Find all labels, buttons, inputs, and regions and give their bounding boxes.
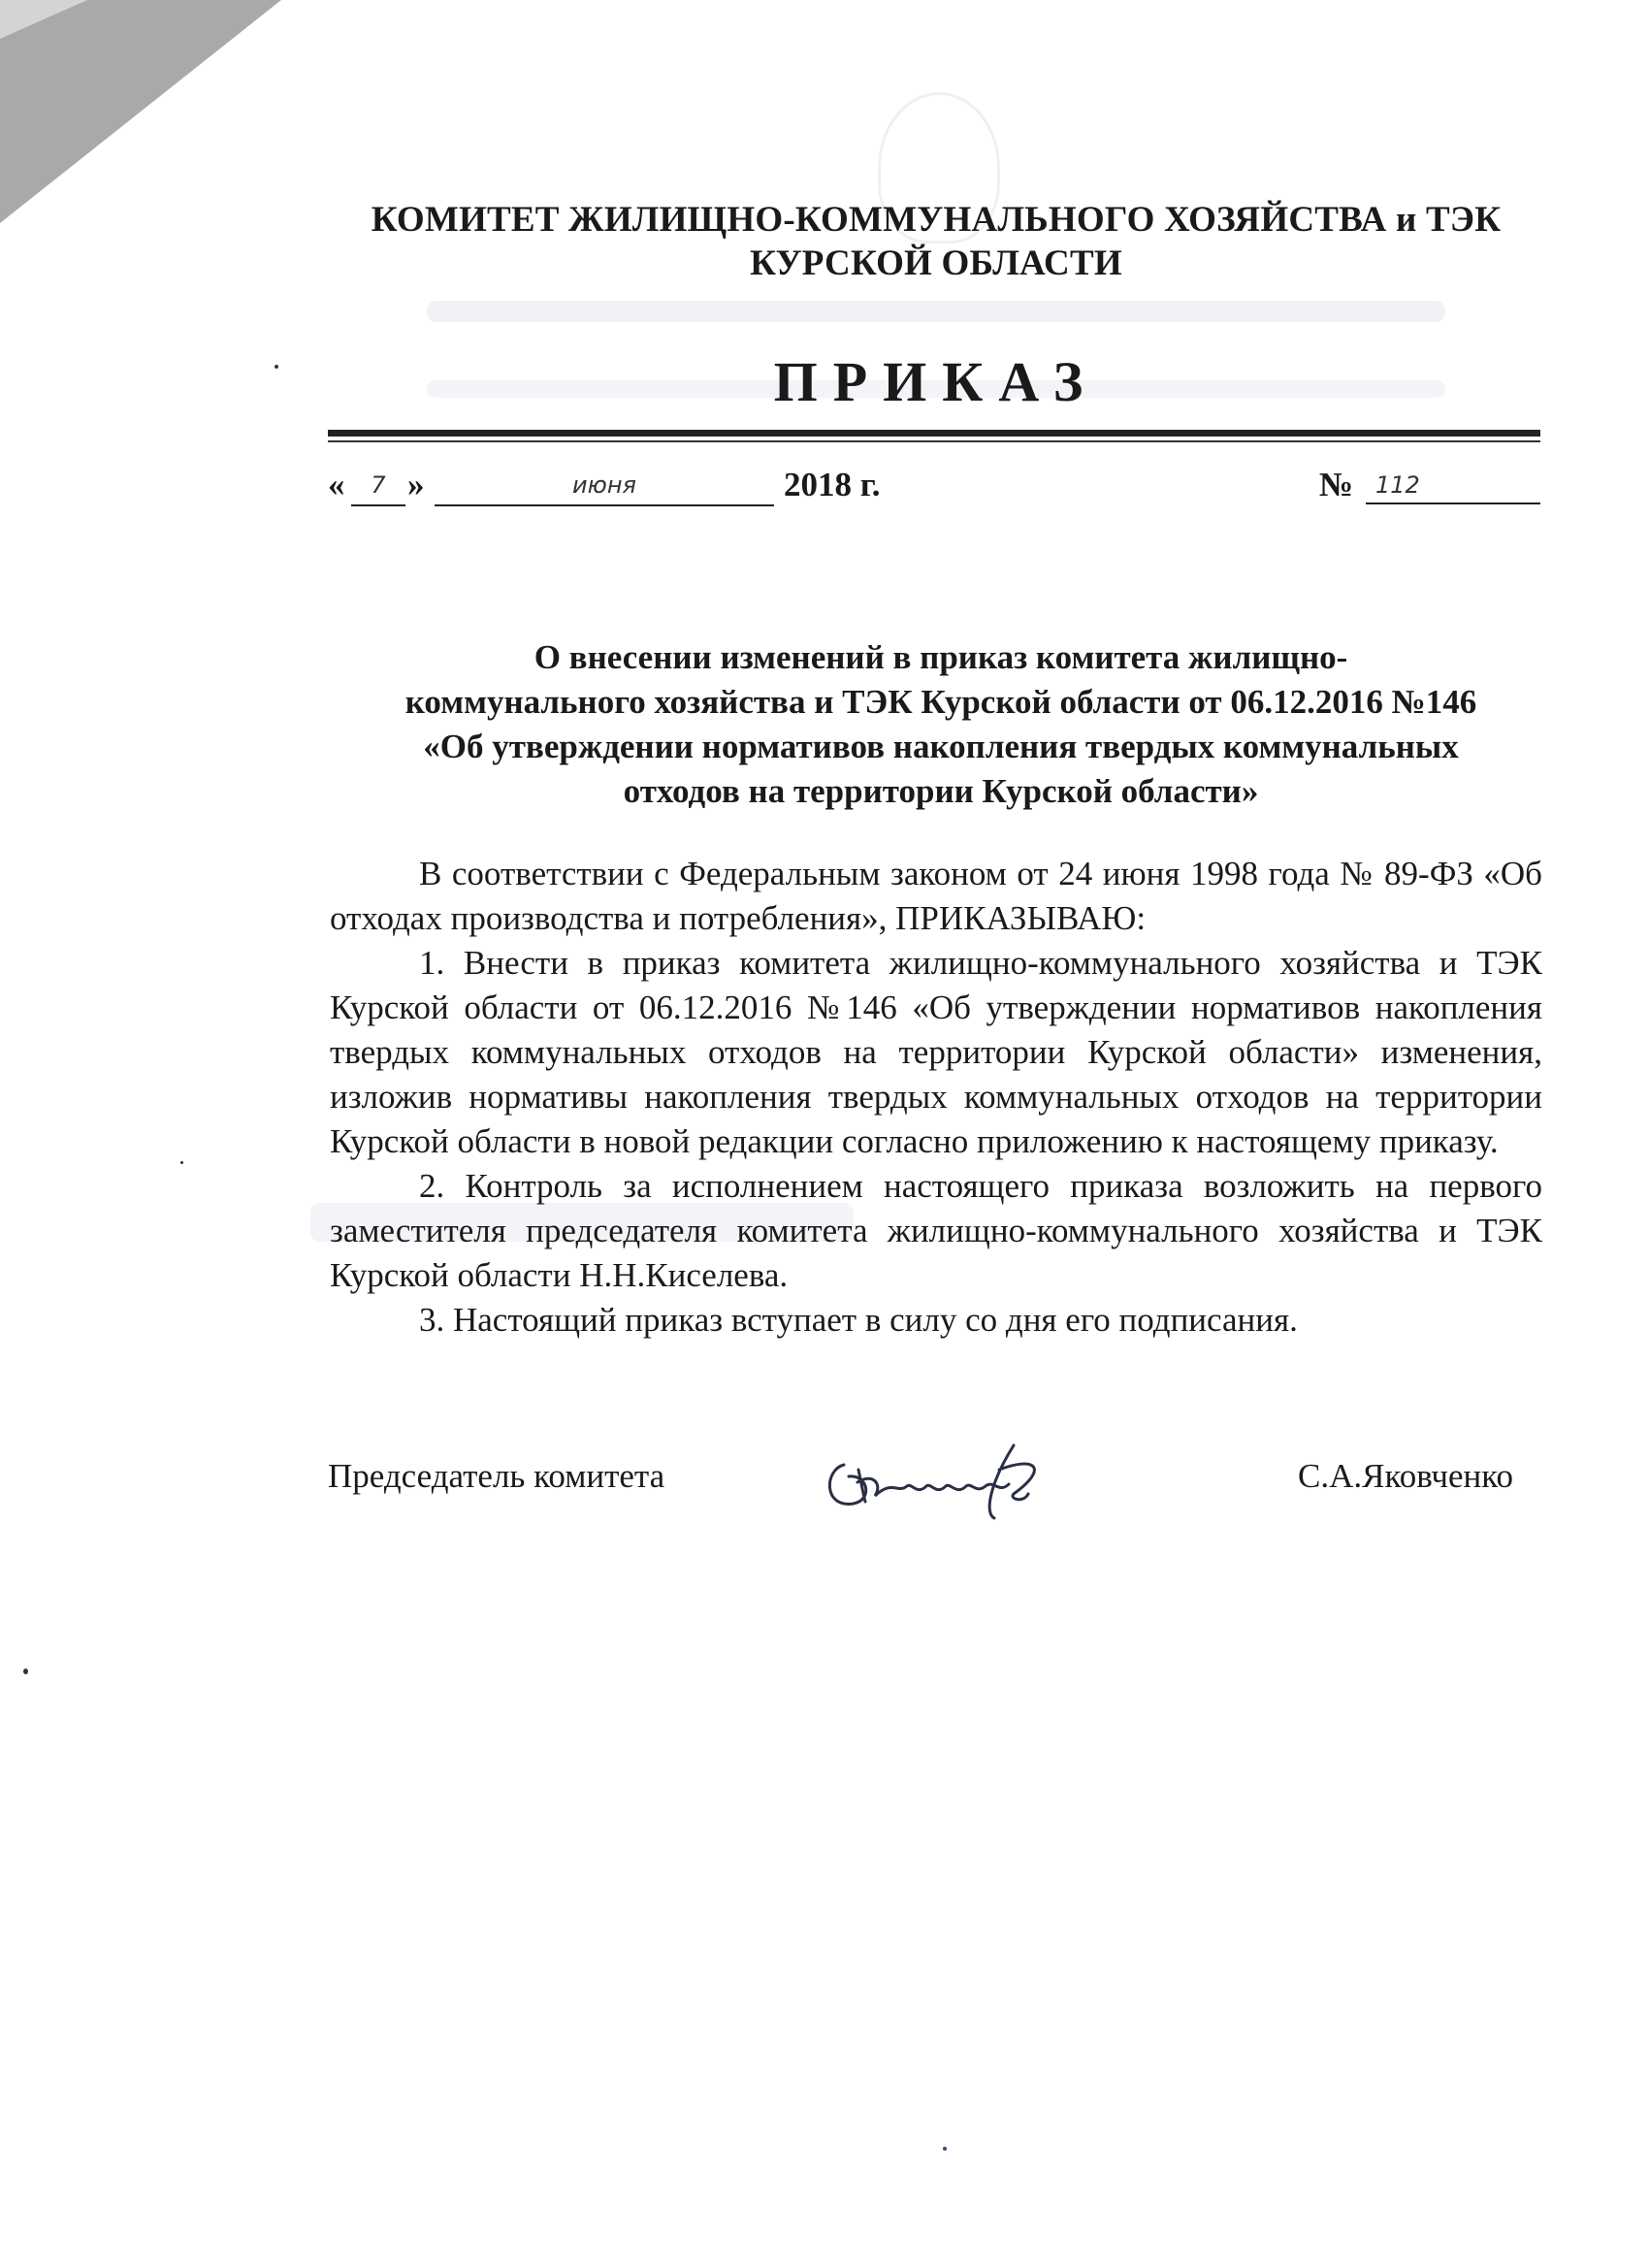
order-item-1: 1. Внести в приказ комитета жилищно-коммунального хозяйства и ТЭК Курской области от 06.12.2016 №146 «Об утверждении нормативов накопления твердых коммунальных отходов на территории Курской области» изменения, изложив нормативы накопления твердых коммунальных отходов на территории Курской области в новой редакции согласно приложению к настоящему приказу. [330, 944, 1542, 1160]
subject-line: коммунального хозяйства и ТЭК Курской области от 06.12.2016 №146 [404, 683, 1477, 721]
handwritten-signature [815, 1426, 1067, 1533]
preamble-paragraph: В соответствии с Федеральным законом от 24 июня 1998 года № 89-ФЗ «Об отходах производства и потребления», ПРИКАЗЫВАЮ: [330, 855, 1542, 937]
date-close-quote: » [407, 466, 425, 503]
order-title: ПРИКАЗ [773, 350, 1099, 413]
scan-speck [180, 1161, 183, 1164]
header-rule-thick [328, 430, 1540, 437]
folded-corner-highlight [0, 0, 87, 39]
order-subject [320, 635, 1562, 814]
number-label: № [1319, 466, 1354, 503]
date-month-field: июня [435, 466, 774, 506]
order-item-2: 2. Контроль за исполнением настоящего приказа возложить на первого заместителя председателя комитета жилищно-коммунального хозяйства и ТЭК Курской области Н.Н.Киселева. [330, 1167, 1542, 1294]
order-item-3: 3. Настоящий приказ вступает в силу со дня его подписания. [419, 1301, 1298, 1339]
organization-name-line-2: КУРСКОЙ ОБЛАСТИ [750, 243, 1122, 283]
date-year: 2018 г. [784, 466, 881, 503]
organization-name-line-1: КОМИТЕТ ЖИЛИЩНО-КОММУНАЛЬНОГО ХОЗЯЙСТВА и ТЭК [371, 200, 1502, 240]
bleed-through-band [427, 301, 1445, 322]
scan-speck [23, 1669, 28, 1674]
order-number-field: 112 [1366, 466, 1540, 504]
date-day-field: 7 [351, 466, 405, 506]
signer-name: С.А.Яковченко [1298, 1457, 1513, 1495]
scan-speck [275, 365, 278, 369]
date-open-quote: « [328, 466, 345, 503]
signer-title: Председатель комитета [328, 1457, 665, 1495]
subject-line: О внесении изменений в приказ комитета жилищно- [534, 638, 1348, 676]
header-rule-thin [328, 440, 1540, 442]
subject-line: «Об утверждении нормативов накопления твердых коммунальных [423, 728, 1459, 765]
order-body [330, 852, 1542, 1343]
subject-line: отходов на территории Курской области» [623, 772, 1259, 810]
scan-speck [943, 2147, 947, 2151]
